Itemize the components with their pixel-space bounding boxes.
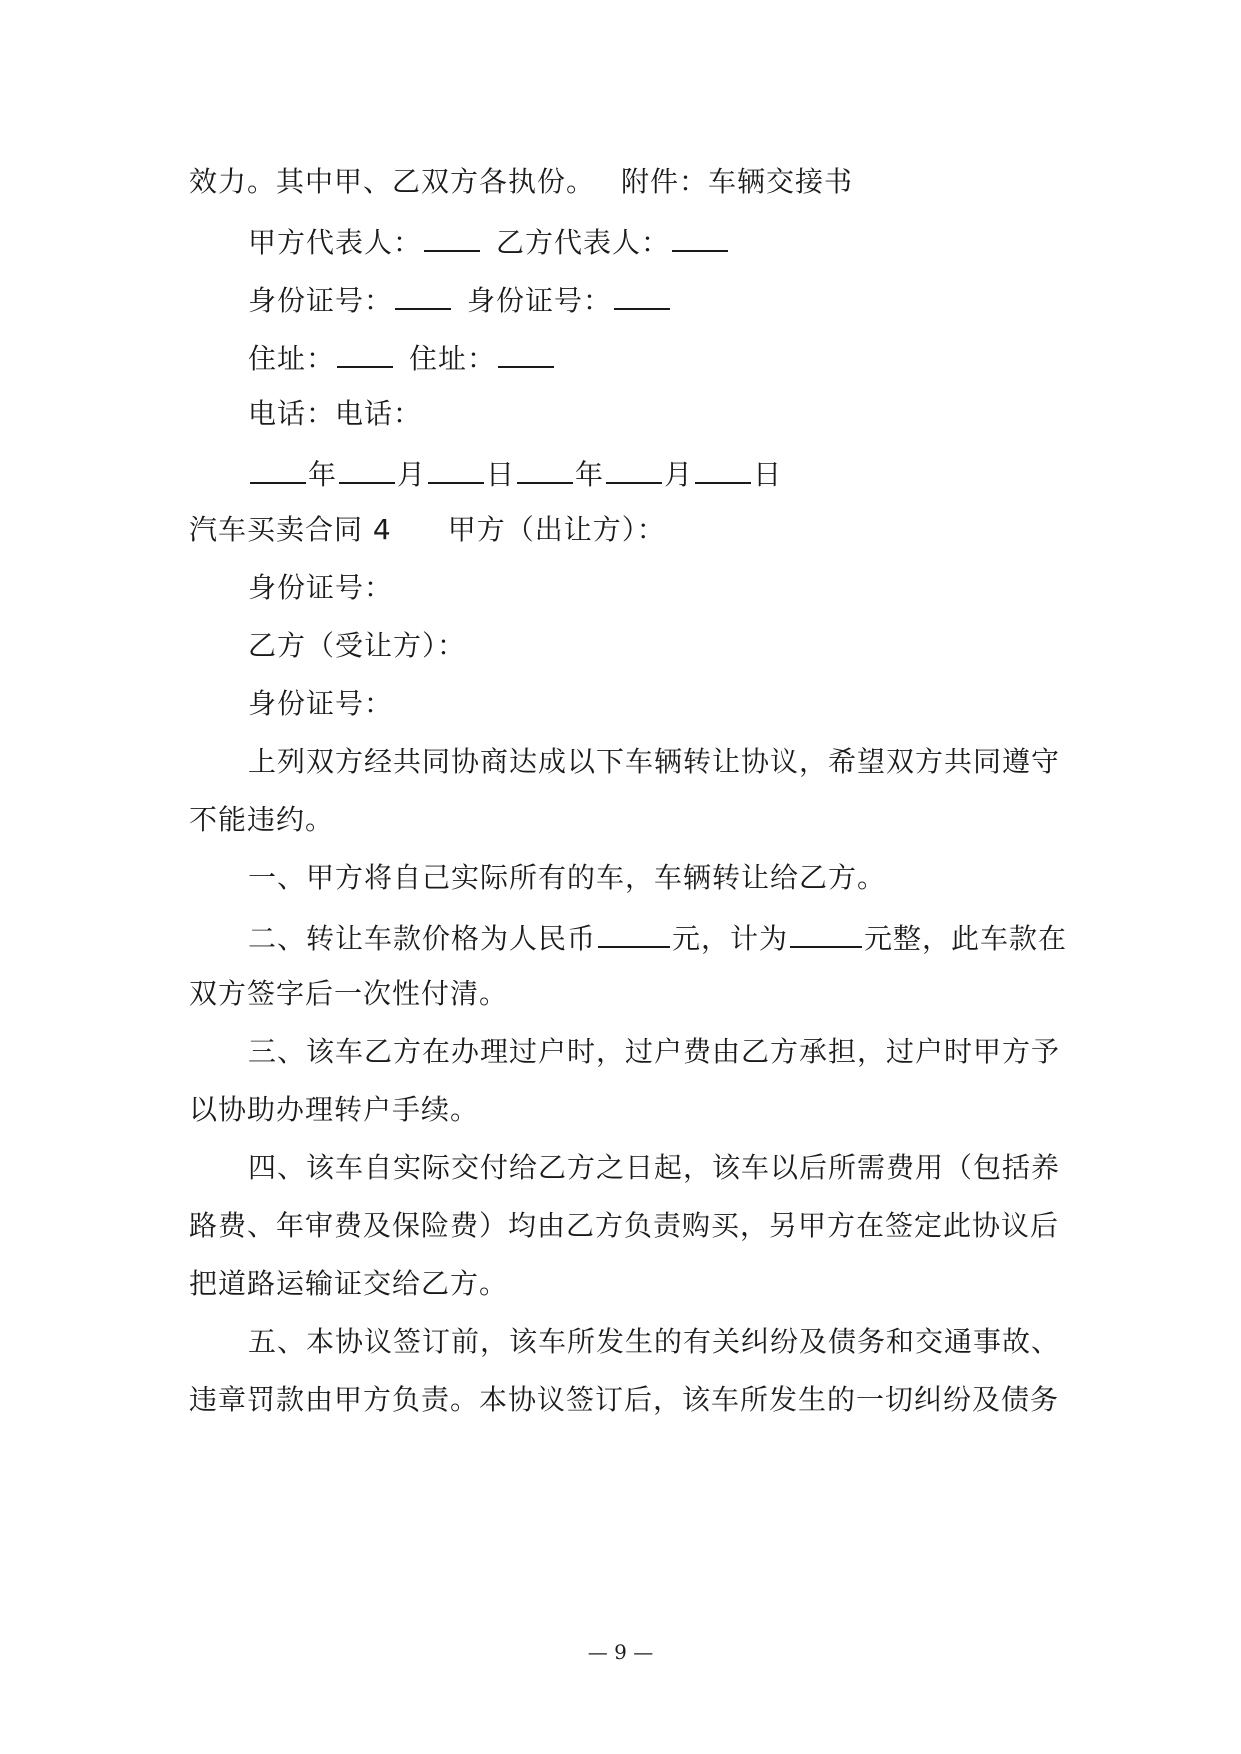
party-representative-line <box>248 220 1070 263</box>
paragraph-text: 元整，此车款在 <box>864 922 1068 955</box>
id-number-label: 身份证号： <box>467 284 613 317</box>
fill-in-blank <box>672 220 728 252</box>
paragraph-line <box>189 974 1069 1014</box>
paragraph-text: 上列双方经共同协商达成以下车辆转让协议，希望双方共同遵守 <box>248 745 1061 778</box>
clause-2 <box>248 916 1070 959</box>
paragraph-text: 路费、年审费及保险费）均由乙方负责购买，另甲方在签定此协议后 <box>189 1209 1060 1242</box>
fill-in-blank <box>250 452 306 484</box>
text-line <box>189 162 1069 202</box>
year-label: 年 <box>575 458 605 491</box>
paragraph-text: 不能违约。 <box>189 803 335 836</box>
address-label: 住址： <box>409 342 497 375</box>
contract-heading-line <box>189 510 1069 550</box>
party-b-label: 乙方（受让方）： <box>248 629 467 662</box>
fill-in-blank <box>790 916 862 948</box>
id-number-line <box>248 278 1070 321</box>
party-a-representative-label: 甲方代表人： <box>248 226 423 259</box>
paragraph-text: 元，计为 <box>672 922 789 955</box>
party-a-label: 甲方（出让方）： <box>447 513 666 546</box>
id-number-label: 身份证号： <box>248 284 394 317</box>
text-line <box>248 626 1070 666</box>
clause-5 <box>248 1322 1070 1362</box>
clause-3 <box>248 1032 1070 1072</box>
address-line <box>248 336 1070 379</box>
paragraph-text: 二、转让车款价格为人民币 <box>248 922 597 955</box>
paragraph-line <box>189 1264 1069 1304</box>
date-line <box>248 452 1070 495</box>
phone-line <box>248 394 1070 434</box>
id-number-label: 身份证号： <box>248 687 394 720</box>
fill-in-blank <box>428 452 484 484</box>
year-label: 年 <box>308 458 338 491</box>
paragraph-text: 四、该车自实际交付给乙方之日起，该车以后所需费用（包括养 <box>248 1151 1061 1184</box>
fill-in-blank <box>517 452 573 484</box>
text-fragment: 效力。其中甲、乙双方各执份。 <box>189 165 596 198</box>
paragraph-line <box>189 1090 1069 1130</box>
address-label: 住址： <box>248 342 336 375</box>
party-b-representative-label: 乙方代表人： <box>496 226 671 259</box>
paragraph-text: 双方签字后一次性付清。 <box>189 977 509 1010</box>
paragraph-text: 违章罚款由甲方负责。本协议签订后，该车所发生的一切纠纷及债务 <box>189 1383 1060 1416</box>
phone-label: 电话：电话： <box>248 397 423 430</box>
clause-1 <box>248 858 1070 898</box>
paragraph-line <box>189 800 1069 840</box>
fill-in-blank <box>614 278 670 310</box>
paragraph-line <box>248 742 1070 782</box>
clause-4 <box>248 1148 1070 1188</box>
month-label: 月 <box>664 458 694 491</box>
fill-in-blank <box>598 916 670 948</box>
text-line <box>248 568 1070 608</box>
attachment-label: 附件：车辆交接书 <box>621 165 854 198</box>
fill-in-blank <box>424 220 480 252</box>
fill-in-blank <box>695 452 751 484</box>
paragraph-text: 三、该车乙方在办理过户时，过户费由乙方承担，过户时甲方予 <box>248 1035 1061 1068</box>
paragraph-text: 一、甲方将自己实际所有的车，车辆转让给乙方。 <box>248 861 887 894</box>
paragraph-text: 以协助办理转户手续。 <box>189 1093 480 1126</box>
id-number-label: 身份证号： <box>248 571 394 604</box>
paragraph-line <box>189 1380 1069 1420</box>
fill-in-blank <box>395 278 451 310</box>
contract-title: 汽车买卖合同 4 <box>189 513 392 546</box>
page-number: — 9 — <box>587 1640 654 1664</box>
fill-in-blank <box>339 452 395 484</box>
fill-in-blank <box>606 452 662 484</box>
day-label: 日 <box>753 458 783 491</box>
paragraph-text: 把道路运输证交给乙方。 <box>189 1267 509 1300</box>
fill-in-blank <box>498 336 554 368</box>
paragraph-line <box>189 1206 1069 1246</box>
text-line <box>248 684 1070 724</box>
paragraph-text: 五、本协议签订前，该车所发生的有关纠纷及债务和交通事故、 <box>248 1325 1061 1358</box>
day-label: 日 <box>486 458 516 491</box>
fill-in-blank <box>337 336 393 368</box>
month-label: 月 <box>397 458 427 491</box>
